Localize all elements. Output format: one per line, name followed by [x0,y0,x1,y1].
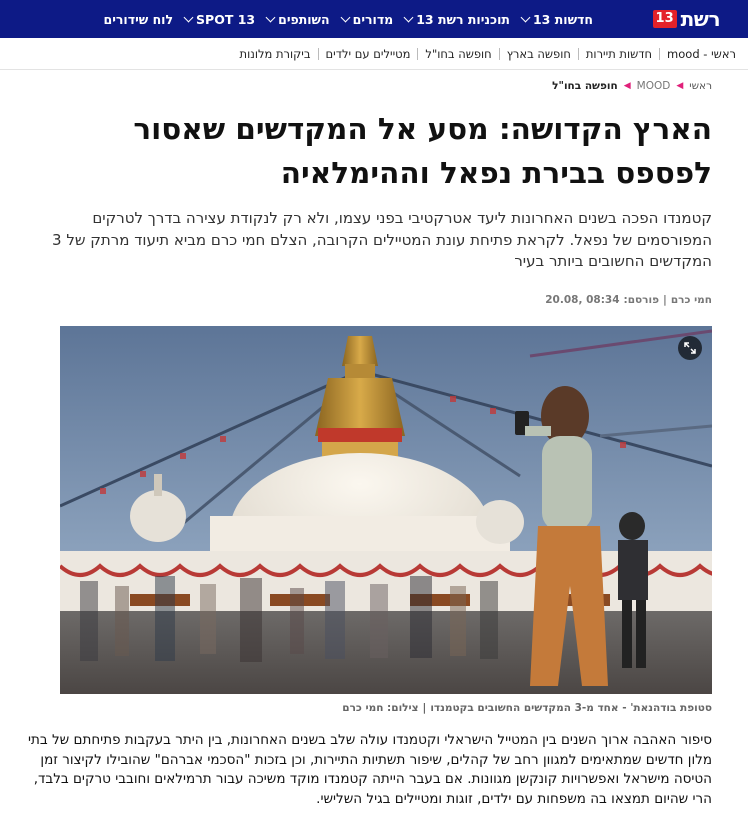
subnav-item-kids-travel[interactable]: מטיילים עם ילדים [325,46,411,61]
nav-item-shows[interactable] [405,12,510,27]
breadcrumb-section[interactable]: MOOD [636,80,671,92]
nav-item-label: מדורים [352,11,394,27]
nav-item-label: השותפים [278,11,330,27]
breadcrumb-home[interactable]: ראשי [689,80,712,92]
published-label: פורסם: [623,294,660,306]
nav-item-label: חדשות 13 [532,11,593,27]
divider [499,48,500,60]
logo-text: רשת [680,7,720,31]
chevron-down-icon [404,13,414,23]
breadcrumb-arrow-icon: ◀ [623,81,631,91]
subnav-item-tourism-news[interactable]: חדשות תיירות [585,46,653,61]
chevron-down-icon [521,13,531,23]
subnav-item-mood-home[interactable]: mood - ראשי [667,46,736,61]
divider [578,48,579,60]
published-time: 20.08, 08:34 [545,294,620,306]
article-subtitle: קטמנדו הפכה בשנים האחרונות ליעד אטרקטיבי בפני עצמו, ולא רק לנקודת עצירה בדרך לטרקים המפורסמים של נפאל. לקראת פתיחת עונת המטיילים הקרובה, הצלם חמי כרם מביא תיעוד מרתק של 3 המקדשים החשובים ביותר בעיר [52,209,712,270]
expand-icon[interactable] [678,336,702,360]
caption-text: סטופת בודהנאת' - אחד מ-3 המקדשים החשובים בקטמנדו [430,702,712,714]
subnav-item-hotel-reviews[interactable]: ביקורת מלונות [239,46,311,61]
nav-item-news[interactable] [522,12,593,27]
top-navigation [0,0,748,38]
chevron-down-icon [266,13,276,23]
sub-navigation [0,38,748,70]
hero-image[interactable] [60,326,712,694]
subnav-item-local-vacation[interactable]: חופשה בארץ [506,46,571,61]
nav-item-label: לוח שידורים [103,11,174,27]
article-body: סיפור האהבה ארוך השנים בין המטייל הישראלי וקטמנדו עולה שלב בשנים האחרונות, בין היתר בעקבות פתיחתם של בתי מלון חדשים שמתאימים למגוון רחב של קהלים, שיפור תשתיות התיירות, וכן בזכות "הסכמי אברהם" שהובילו לקיצור זמן הטיסה מישראל ואפשרויות קונקשן מגוונות. אם בעבר הייתה קטמנדו מוקד משיכה עבור תרמילאים וחובבי טרקים בלבד, הרי שהיום תמצאו בה משפחות עם ילדים, זוגות ומטיילים בגיל השלישי. [28,732,712,807]
breadcrumb-arrow-icon: ◀ [676,81,684,91]
caption-separator: | [422,702,427,714]
stupa-photo [60,326,712,694]
logo-badge: 13 [653,10,677,28]
divider [318,48,319,60]
breadcrumb-current[interactable]: חופשה בחו"ל [552,80,618,92]
breadcrumb [552,80,712,92]
author-name[interactable]: חמי כרם [670,294,712,306]
article-byline [545,294,712,306]
photo-credit: צילום: חמי כרם [342,702,419,714]
nav-item-label: תוכניות רשת 13 [416,11,510,27]
chevron-down-icon [184,13,194,23]
site-logo[interactable] [653,7,720,31]
article-headline: הארץ הקדושה: מסע אל המקדשים שאסור לפספס בבירת נפאל וההימלאיה [133,112,712,190]
divider [659,48,660,60]
subnav-item-abroad-vacation[interactable]: חופשה בחו"ל [425,46,492,61]
nav-item-schedule[interactable] [104,12,174,27]
nav-item-sections[interactable] [342,12,394,27]
nav-item-spot13[interactable] [185,12,255,27]
chevron-down-icon [340,13,350,23]
main-menu [104,0,593,38]
image-caption [342,702,712,714]
byline-separator: | [663,294,667,306]
nav-item-partners[interactable] [267,12,330,27]
divider [417,48,418,60]
nav-item-label: SPOT 13 [196,11,256,27]
expand-arrows-icon [684,342,696,354]
